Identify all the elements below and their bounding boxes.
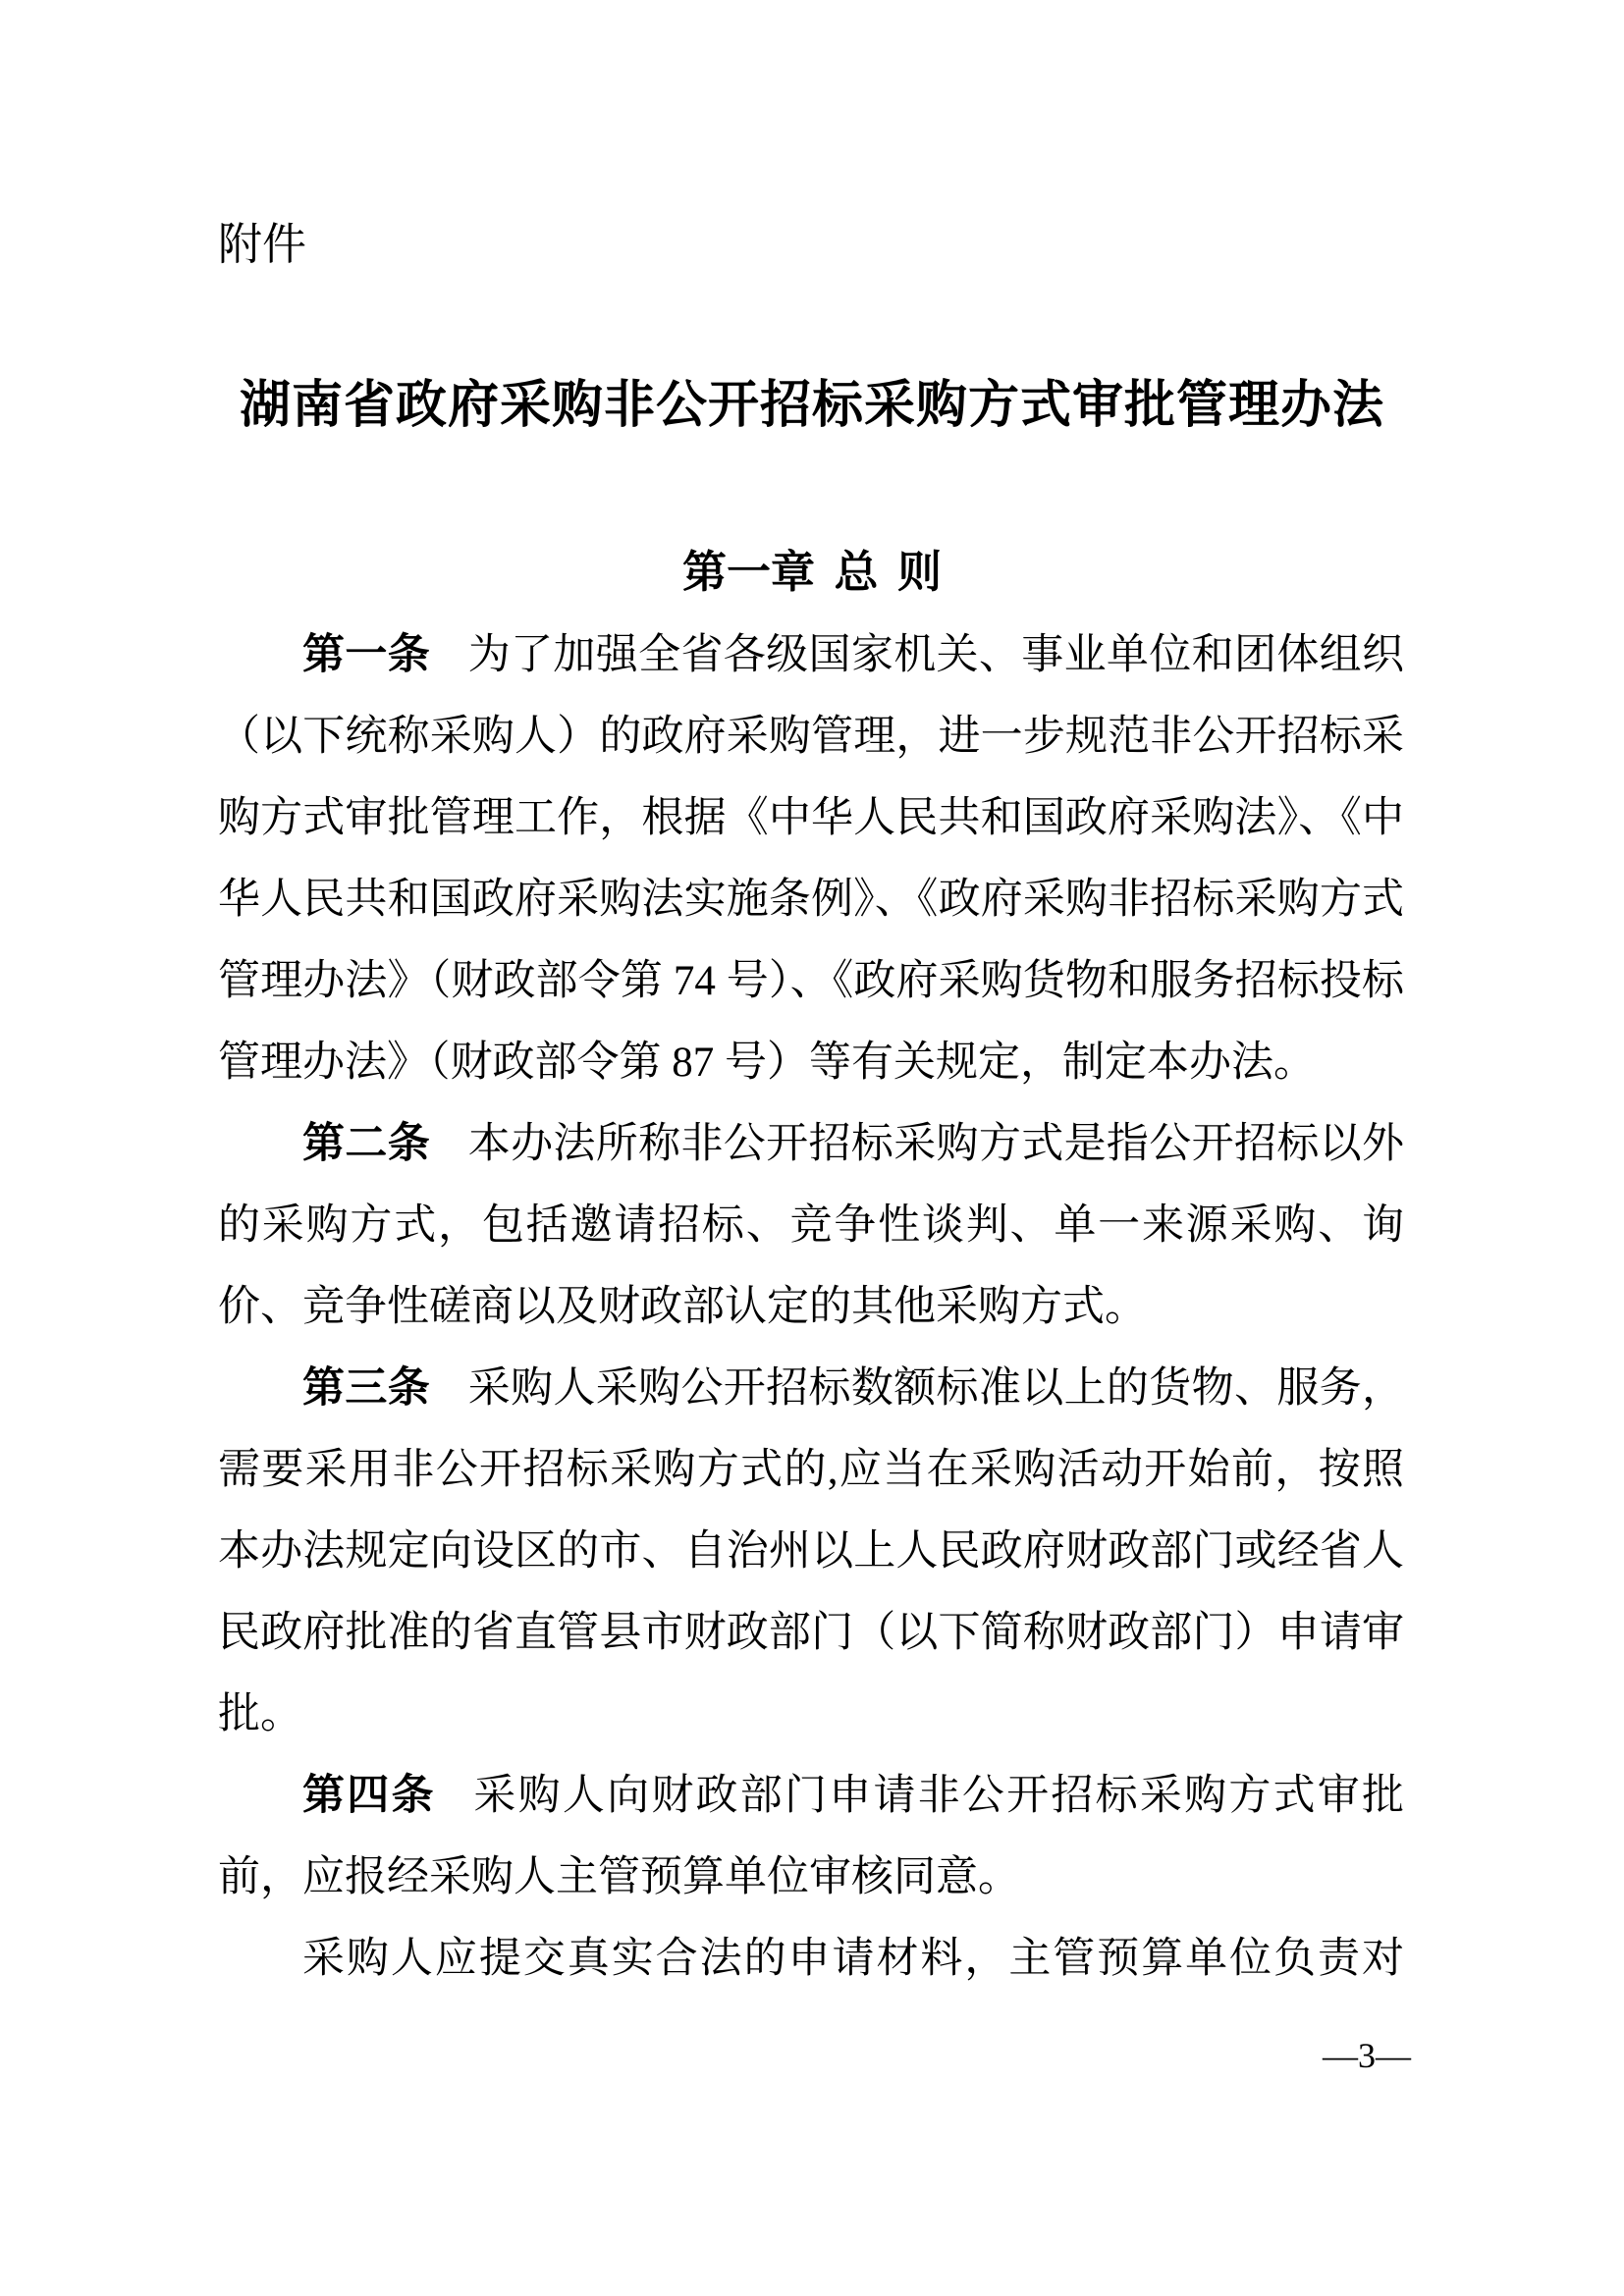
article-1-number: 第一条 (302, 631, 431, 678)
article-2-text: 本办法所称非公开招标采购方式是指公开招标以外的采购方式，包括邀请招标、竞争性谈判、单一来源采购、询价、竞争性磋商以及财政部认定的其他采购方式。 (218, 1121, 1405, 1330)
article-4-continuation-text: 采购人应提交真实合法的申请材料，主管预算单位负责对 (302, 1936, 1404, 1982)
article-2-number: 第二条 (302, 1120, 431, 1167)
article-4 (218, 1755, 1404, 1918)
document-body (218, 614, 1404, 2000)
document-title: 湖南省政府采购非公开招标采购方式审批管理办法 (239, 377, 1384, 434)
article-3 (218, 1348, 1404, 1755)
article-2 (218, 1103, 1404, 1348)
page-number: —3— (1323, 2036, 1411, 2075)
article-4-number: 第四条 (302, 1772, 436, 1819)
article-1 (218, 614, 1404, 1103)
attachment-label: 附件 (218, 219, 307, 269)
article-4-text: 采购人向财政部门申请非公开招标采购方式审批前，应报经采购人主管预算单位审核同意。 (218, 1773, 1405, 1900)
article-1-text: 为了加强全省各级国家机关、事业单位和团体组织（以下统称采购人）的政府采购管理，进一步规范非公开招标采购方式审批管理工作，根据《中华人民共和国政府采购法》、《中华人民共和国政府采购法实施条例》、《政府采购非招标采购方式管理办法》（财政部令第 74 号）、《政府采购货物和服务招标投标管理办法》（财政部令第 87 号）等有关规定，制定本办法。 (218, 632, 1405, 1086)
article-3-text: 采购人采购公开招标数额标准以上的货物、服务，需要采用非公开招标采购方式的,应当在采购活动开始前，按照本办法规定向设区的市、自治州以上人民政府财政部门或经省人民政府批准的省直管县市财政部门（以下简称财政部门）申请审批。 (218, 1365, 1405, 1737)
article-3-number: 第三条 (302, 1364, 431, 1412)
chapter-heading: 第一章 总 则 (681, 547, 942, 597)
article-4-continuation (218, 1918, 1404, 2000)
